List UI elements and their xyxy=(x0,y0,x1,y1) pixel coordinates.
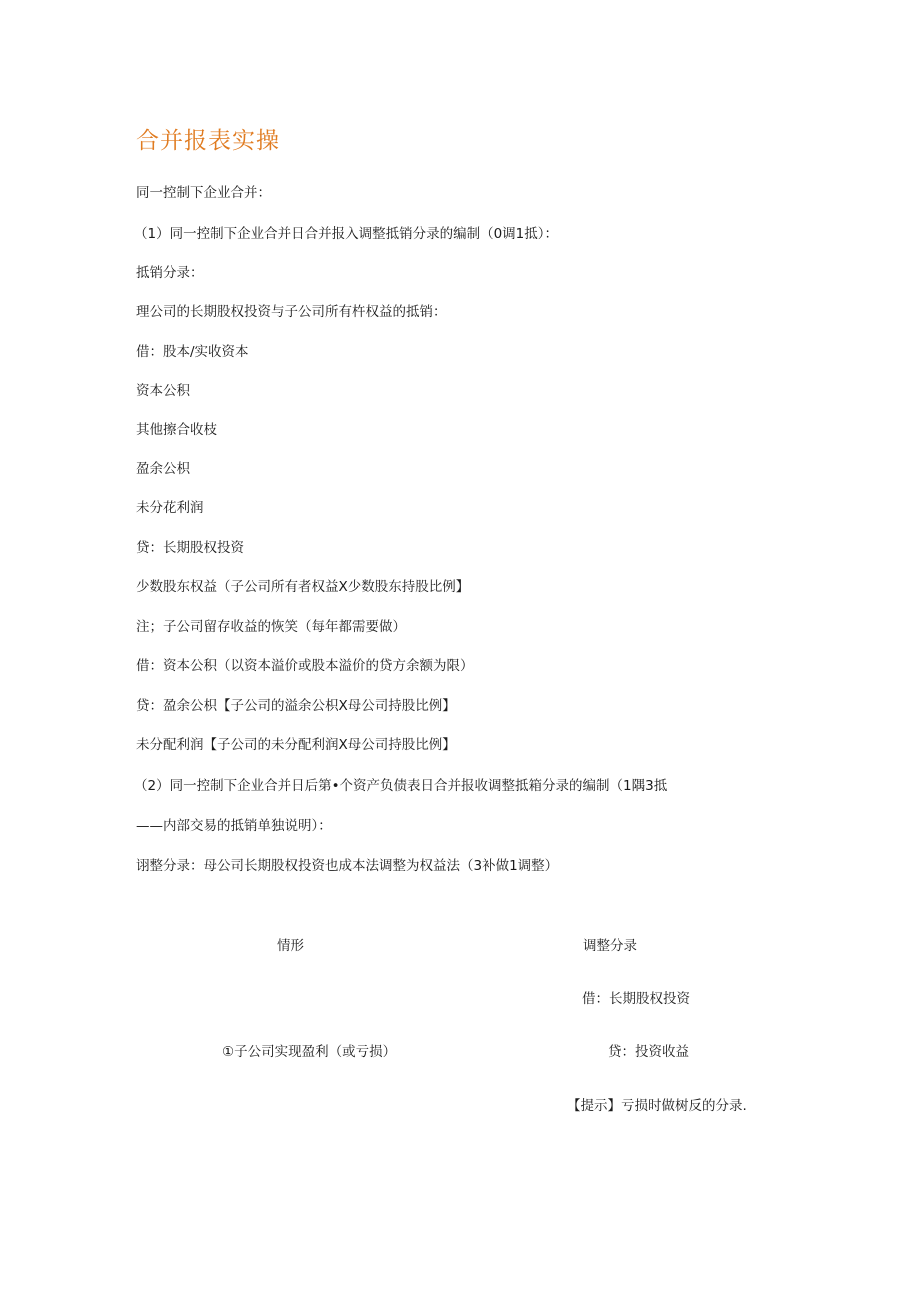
subsection-1-heading: （1）同一控制下企业合并日合并报入调整抵销分录的编制（0调1抵）： xyxy=(134,226,559,242)
table-header-situation: 情形 xyxy=(277,938,304,954)
paragraph-line: 资本公积 xyxy=(136,383,190,399)
paragraph-line: 借：资本公积（以资本溢价或股本溢价的贷方余额为限） xyxy=(136,658,474,674)
table-header-adjustment: 调整分录 xyxy=(583,938,637,954)
table-cell-situation: ①子公司实现盈利（或亏损） xyxy=(222,1044,397,1060)
paragraph-line: ——内部交易的抵销单独说明）： xyxy=(136,818,332,834)
table-cell-debit: 借：长期股权投资 xyxy=(582,991,690,1007)
paragraph-line: 未分花利润 xyxy=(136,500,204,516)
section-heading: 同一控制下企业合并： xyxy=(136,185,271,201)
paragraph-line: 诩整分录：母公司长期股权投资也成本法调整为权益法（3补做1调整） xyxy=(136,858,559,874)
paragraph-line: 理公司的长期股权投资与子公司所有杵权益的抵销： xyxy=(136,304,447,320)
paragraph-line: 未分配利润【子公司的未分配利润X母公司持股比例】 xyxy=(136,737,456,753)
paragraph-line: 贷：长期股权投资 xyxy=(136,540,244,556)
table-cell-tip: 【提示】亏损时做树反的分录. xyxy=(567,1098,747,1114)
paragraph-line: 贷：盈余公枳【子公司的溢余公枳X母公司持股比例】 xyxy=(136,698,456,714)
paragraph-line: 少数股东权益（子公司所有者权益X少数股东持股比例】 xyxy=(136,579,470,595)
paragraph-line: 抵销分录： xyxy=(136,265,204,281)
page-title: 合并报表实操 xyxy=(136,128,280,154)
paragraph-line: 盈余公枳 xyxy=(136,461,190,477)
paragraph-line: 借：股本/实收资本 xyxy=(136,344,249,360)
table-cell-credit: 贷：投资收益 xyxy=(608,1044,689,1060)
subsection-2-heading: （2）同一控制下企业合并日后第•个资产负债表日合并报收调整抵箱分录的编制（1隅3抵 xyxy=(134,778,668,794)
paragraph-line: 其他擦合收枝 xyxy=(136,422,217,438)
paragraph-line: 注；子公司留存收益的恢笑（每年都需要做） xyxy=(136,619,406,635)
